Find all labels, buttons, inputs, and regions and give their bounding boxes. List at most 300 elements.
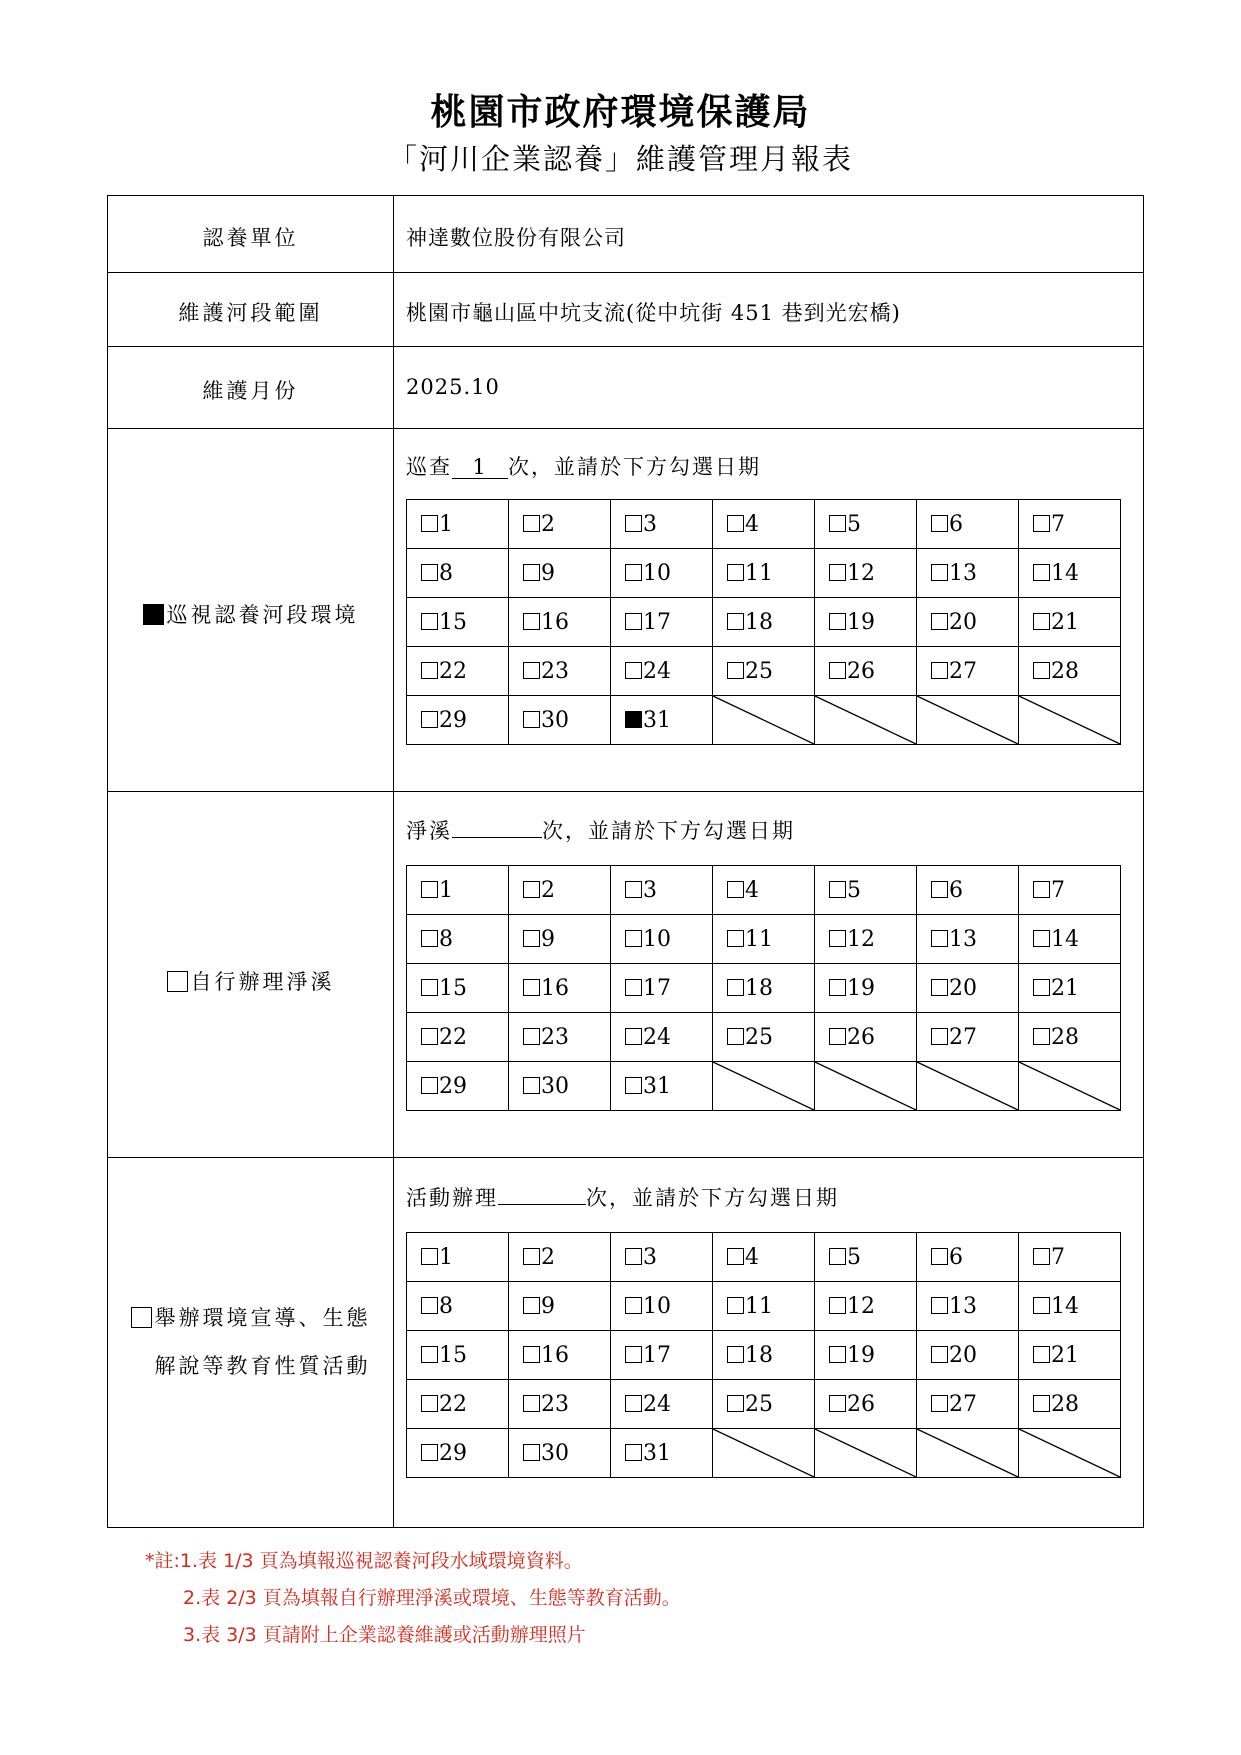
cleanup-count-prefix: 淨溪 [406,819,452,843]
date-cell[interactable] [1019,500,1121,549]
date-number: 31 [643,1073,671,1099]
date-cell[interactable] [815,1331,917,1380]
date-number: 11 [745,560,773,586]
date-checkbox[interactable] [421,564,438,581]
date-checkbox[interactable] [829,662,846,679]
date-cell[interactable] [917,647,1019,696]
date-number: 18 [745,1342,773,1368]
date-checkbox[interactable] [1033,613,1050,630]
date-cell[interactable] [815,647,917,696]
activity-count-line [406,1182,839,1212]
date-cell[interactable] [713,1233,815,1282]
row-divider [108,272,1143,273]
date-cell[interactable] [407,1062,509,1111]
date-number: 30 [541,1440,569,1466]
date-cell[interactable] [509,500,611,549]
date-cell[interactable] [815,1282,917,1331]
date-cell[interactable] [1019,1233,1121,1282]
date-number: 11 [745,926,773,952]
cleanup-section-label-text: 自行辦理淨溪 [190,970,335,994]
date-checkbox[interactable] [829,930,846,947]
empty-date-cell [917,1062,1019,1111]
date-cell[interactable] [611,1429,713,1478]
diagonal-strike [713,1062,814,1110]
date-checkbox[interactable] [421,711,438,728]
date-cell[interactable] [1019,1331,1121,1380]
date-cell[interactable] [509,964,611,1013]
date-number: 30 [541,1073,569,1099]
date-cell[interactable] [509,866,611,915]
date-checkbox[interactable] [727,979,744,996]
date-cell[interactable] [611,866,713,915]
date-number: 28 [1051,1391,1079,1417]
date-checkbox[interactable] [727,662,744,679]
date-checkbox[interactable] [421,1077,438,1094]
date-cell[interactable] [611,1233,713,1282]
date-cell[interactable] [815,1013,917,1062]
diagonal-strike [1019,1062,1120,1110]
date-cell[interactable] [917,1282,1019,1331]
month-label: 維護月份 [202,379,299,403]
date-checkbox[interactable] [1033,930,1050,947]
date-checkbox[interactable] [931,613,948,630]
date-number: 23 [541,1391,569,1417]
empty-date-cell [713,696,815,745]
diagonal-strike [815,696,916,744]
date-number: 5 [847,1244,861,1270]
date-cell[interactable] [917,866,1019,915]
date-number: 9 [541,560,555,586]
date-number: 29 [439,707,467,733]
date-checkbox[interactable] [1033,1346,1050,1363]
date-cell[interactable] [407,598,509,647]
date-cell[interactable] [1019,915,1121,964]
date-cell[interactable] [1019,549,1121,598]
month-value: 2025.10 [406,375,500,399]
date-checkbox[interactable] [523,930,540,947]
date-cell[interactable] [407,1013,509,1062]
date-checkbox[interactable] [1033,662,1050,679]
date-checkbox[interactable] [829,515,846,532]
date-number: 22 [439,1391,467,1417]
date-checkbox[interactable] [523,1346,540,1363]
date-checkbox[interactable] [727,613,744,630]
date-checkbox[interactable] [625,613,642,630]
date-checkbox[interactable] [421,1395,438,1412]
date-number: 19 [847,609,875,635]
date-cell[interactable] [509,915,611,964]
date-cell[interactable] [611,598,713,647]
date-number: 26 [847,658,875,684]
date-checkbox[interactable] [523,1077,540,1094]
date-checkbox[interactable] [1033,515,1050,532]
patrol-count-prefix: 巡查 [406,455,452,479]
date-number: 2 [541,877,555,903]
date-checkbox[interactable] [523,515,540,532]
date-cell[interactable] [407,915,509,964]
date-number: 10 [643,1293,671,1319]
date-checkbox[interactable] [1033,1028,1050,1045]
date-cell[interactable] [407,1429,509,1478]
row-divider [108,1157,1143,1158]
date-number: 21 [1051,609,1079,635]
date-checkbox[interactable] [931,564,948,581]
date-checkbox[interactable] [931,881,948,898]
date-cell[interactable] [713,1331,815,1380]
date-checkbox[interactable] [829,979,846,996]
date-number: 15 [439,609,467,635]
date-cell[interactable] [509,1282,611,1331]
date-number: 5 [847,511,861,537]
date-cell[interactable] [509,598,611,647]
date-cell[interactable] [917,1331,1019,1380]
date-cell[interactable] [509,1062,611,1111]
activity-section-label-text: 舉辦環境宣導、生態 [154,1306,371,1330]
date-checkbox[interactable] [931,930,948,947]
cleanup-count-line [406,815,795,845]
date-checkbox[interactable] [727,1248,744,1265]
date-cell[interactable] [1019,1380,1121,1429]
date-checkbox[interactable] [625,1444,642,1461]
date-cell[interactable] [917,500,1019,549]
date-checkbox[interactable] [727,515,744,532]
date-checkbox[interactable] [421,881,438,898]
date-number: 4 [745,1244,759,1270]
date-cell[interactable] [509,1429,611,1478]
date-number: 19 [847,1342,875,1368]
activity-section-label-text: 解說等教育性質活動 [154,1354,371,1378]
date-checkbox[interactable] [421,1028,438,1045]
date-checkbox[interactable] [625,1297,642,1314]
date-cell[interactable] [917,549,1019,598]
date-number: 24 [643,1024,671,1050]
date-number: 6 [949,877,963,903]
date-checkbox[interactable] [625,515,642,532]
diagonal-strike [917,1429,1018,1477]
date-number: 27 [949,658,977,684]
range-value: 桃園市龜山區中坑支流(從中坑街 451 巷到光宏橋) [406,301,901,325]
date-number: 17 [643,609,671,635]
date-checkbox[interactable] [421,515,438,532]
date-number: 15 [439,975,467,1001]
date-cell[interactable] [815,964,917,1013]
date-checkbox[interactable] [421,930,438,947]
date-checkbox[interactable] [523,662,540,679]
date-number: 12 [847,1293,875,1319]
date-checkbox[interactable] [727,930,744,947]
date-checkbox[interactable] [727,1346,744,1363]
date-cell[interactable] [509,1013,611,1062]
date-number: 10 [643,560,671,586]
date-number: 13 [949,560,977,586]
date-cell[interactable] [611,500,713,549]
date-number: 30 [541,707,569,733]
date-cell[interactable] [1019,964,1121,1013]
date-number: 27 [949,1024,977,1050]
date-checkbox[interactable] [625,979,642,996]
date-cell[interactable] [1019,866,1121,915]
date-number: 4 [745,511,759,537]
date-cell[interactable] [815,915,917,964]
date-checkbox[interactable] [931,1297,948,1314]
row-divider [108,428,1143,429]
date-cell[interactable] [407,1331,509,1380]
date-number: 7 [1051,877,1065,903]
activity-date-grid [406,1232,1121,1478]
date-checkbox[interactable] [829,881,846,898]
date-cell[interactable] [1019,598,1121,647]
date-checkbox[interactable] [931,1028,948,1045]
date-cell[interactable] [815,866,917,915]
date-checkbox[interactable] [421,1297,438,1314]
date-number: 12 [847,560,875,586]
date-number: 6 [949,511,963,537]
date-cell[interactable] [407,696,509,745]
date-cell[interactable] [611,1380,713,1429]
date-number: 21 [1051,975,1079,1001]
empty-date-cell [1019,1062,1121,1111]
date-checkbox[interactable] [931,1248,948,1265]
date-checkbox[interactable] [829,1297,846,1314]
date-cell[interactable] [815,500,917,549]
date-checkbox[interactable] [523,881,540,898]
date-number: 12 [847,926,875,952]
date-checkbox[interactable] [625,1346,642,1363]
date-checkbox[interactable] [625,711,642,728]
date-cell[interactable] [713,866,815,915]
date-cell[interactable] [917,1233,1019,1282]
date-checkbox[interactable] [829,1028,846,1045]
date-number: 31 [643,1440,671,1466]
diagonal-strike [815,1429,916,1477]
date-checkbox[interactable] [421,1444,438,1461]
date-cell[interactable] [407,1380,509,1429]
date-cell[interactable] [407,866,509,915]
date-cell[interactable] [1019,647,1121,696]
date-checkbox[interactable] [523,1444,540,1461]
empty-date-cell [713,1429,815,1478]
date-checkbox[interactable] [523,1297,540,1314]
date-checkbox[interactable] [931,1395,948,1412]
cleanup-count-field[interactable] [452,837,542,838]
row-divider [108,791,1143,792]
date-number: 28 [1051,1024,1079,1050]
date-number: 7 [1051,1244,1065,1270]
date-number: 2 [541,511,555,537]
date-cell[interactable] [611,696,713,745]
date-checkbox[interactable] [523,711,540,728]
date-cell[interactable] [407,549,509,598]
date-checkbox[interactable] [421,662,438,679]
date-checkbox[interactable] [625,1077,642,1094]
date-checkbox[interactable] [625,564,642,581]
date-cell[interactable] [815,1380,917,1429]
date-number: 15 [439,1342,467,1368]
date-checkbox[interactable] [931,515,948,532]
date-cell[interactable] [407,1233,509,1282]
date-cell[interactable] [611,1013,713,1062]
date-number: 6 [949,1244,963,1270]
page-subtitle: 「河川企業認養」維護管理月報表 [387,142,853,176]
empty-date-cell [917,1429,1019,1478]
date-cell[interactable] [917,915,1019,964]
date-number: 26 [847,1024,875,1050]
date-checkbox[interactable] [1033,1297,1050,1314]
date-checkbox[interactable] [625,1248,642,1265]
date-cell[interactable] [917,964,1019,1013]
date-checkbox[interactable] [931,1346,948,1363]
cleanup-section-checkbox[interactable] [167,971,188,992]
row-divider [108,346,1143,347]
adopter-label: 認養單位 [202,226,299,250]
activity-count-prefix: 活動辦理 [406,1186,498,1210]
date-cell[interactable] [1019,1282,1121,1331]
date-cell[interactable] [611,647,713,696]
date-cell[interactable] [815,549,917,598]
date-cell[interactable] [611,1062,713,1111]
date-checkbox[interactable] [625,1028,642,1045]
date-cell[interactable] [509,1380,611,1429]
date-checkbox[interactable] [421,979,438,996]
diagonal-strike [917,1062,1018,1110]
date-cell[interactable] [611,1282,713,1331]
note-3: 3.表 3/3 頁請附上企業認養維護或活動辦理照片 [183,1624,586,1646]
date-cell[interactable] [509,1233,611,1282]
date-checkbox[interactable] [625,881,642,898]
date-cell[interactable] [815,1233,917,1282]
date-cell[interactable] [713,1380,815,1429]
date-number: 8 [439,560,453,586]
date-checkbox[interactable] [1033,1395,1050,1412]
date-checkbox[interactable] [829,564,846,581]
date-cell[interactable] [1019,1013,1121,1062]
date-cell[interactable] [713,1282,815,1331]
date-checkbox[interactable] [523,1028,540,1045]
date-cell[interactable] [917,1013,1019,1062]
date-cell[interactable] [611,549,713,598]
date-number: 13 [949,1293,977,1319]
date-number: 3 [643,877,657,903]
date-cell[interactable] [713,500,815,549]
date-checkbox[interactable] [421,1248,438,1265]
date-checkbox[interactable] [625,1395,642,1412]
date-checkbox[interactable] [727,1297,744,1314]
page-title: 桃園市政府環境保護局 [430,91,811,133]
date-checkbox[interactable] [829,1346,846,1363]
note-1: *註:1.表 1/3 頁為填報巡視認養河段水域環境資料。 [145,1550,583,1572]
date-number: 1 [439,511,453,537]
date-checkbox[interactable] [727,564,744,581]
date-number: 28 [1051,658,1079,684]
date-number: 2 [541,1244,555,1270]
empty-date-cell [815,1429,917,1478]
range-label: 維護河段範圍 [178,301,323,325]
date-checkbox[interactable] [727,1028,744,1045]
date-number: 14 [1051,1293,1079,1319]
date-checkbox[interactable] [727,881,744,898]
date-number: 3 [643,1244,657,1270]
date-checkbox[interactable] [625,930,642,947]
empty-date-cell [713,1062,815,1111]
date-cell[interactable] [815,598,917,647]
activity-section-checkbox[interactable] [131,1307,152,1328]
date-cell[interactable] [713,915,815,964]
date-number: 5 [847,877,861,903]
date-cell[interactable] [713,647,815,696]
date-cell[interactable] [407,964,509,1013]
date-cell[interactable] [713,598,815,647]
diagonal-strike [917,696,1018,744]
date-checkbox[interactable] [829,1248,846,1265]
date-cell[interactable] [509,696,611,745]
date-cell[interactable] [509,647,611,696]
activity-count-field[interactable] [498,1204,586,1205]
activity-count-suffix: 次，並請於下方勾選日期 [586,1186,839,1210]
patrol-date-grid [406,499,1121,745]
patrol-count-suffix: 次，並請於下方勾選日期 [508,455,761,479]
date-number: 22 [439,1024,467,1050]
date-number: 31 [643,707,671,733]
date-checkbox[interactable] [829,1395,846,1412]
date-cell[interactable] [407,500,509,549]
date-checkbox[interactable] [523,1248,540,1265]
date-checkbox[interactable] [1033,979,1050,996]
patrol-section-label [108,591,393,639]
date-cell[interactable] [611,1331,713,1380]
patrol-section-checkbox[interactable] [143,604,164,625]
date-cell[interactable] [611,915,713,964]
date-number: 1 [439,877,453,903]
date-checkbox[interactable] [1033,881,1050,898]
date-number: 16 [541,1342,569,1368]
date-checkbox[interactable] [1033,1248,1050,1265]
activity-section-label [108,1294,393,1390]
date-checkbox[interactable] [523,979,540,996]
column-divider [393,196,394,1527]
date-cell[interactable] [713,964,815,1013]
date-cell[interactable] [713,549,815,598]
empty-date-cell [1019,696,1121,745]
date-checkbox[interactable] [523,564,540,581]
date-checkbox[interactable] [931,979,948,996]
diagonal-strike [1019,1429,1120,1477]
date-checkbox[interactable] [931,662,948,679]
date-cell[interactable] [917,598,1019,647]
date-cell[interactable] [509,1331,611,1380]
date-checkbox[interactable] [421,613,438,630]
date-checkbox[interactable] [523,1395,540,1412]
date-cell[interactable] [713,1013,815,1062]
date-number: 27 [949,1391,977,1417]
date-cell[interactable] [407,647,509,696]
date-checkbox[interactable] [421,1346,438,1363]
patrol-count-field[interactable]: 1 [452,456,508,479]
date-cell[interactable] [407,1282,509,1331]
date-checkbox[interactable] [625,662,642,679]
date-cell[interactable] [509,549,611,598]
date-cell[interactable] [611,964,713,1013]
patrol-section-label-text: 巡視認養河段環境 [166,603,359,627]
date-cell[interactable] [917,1380,1019,1429]
date-checkbox[interactable] [727,1395,744,1412]
date-number: 29 [439,1440,467,1466]
date-number: 25 [745,1024,773,1050]
date-number: 8 [439,1293,453,1319]
date-checkbox[interactable] [1033,564,1050,581]
date-checkbox[interactable] [829,613,846,630]
date-number: 26 [847,1391,875,1417]
date-checkbox[interactable] [523,613,540,630]
